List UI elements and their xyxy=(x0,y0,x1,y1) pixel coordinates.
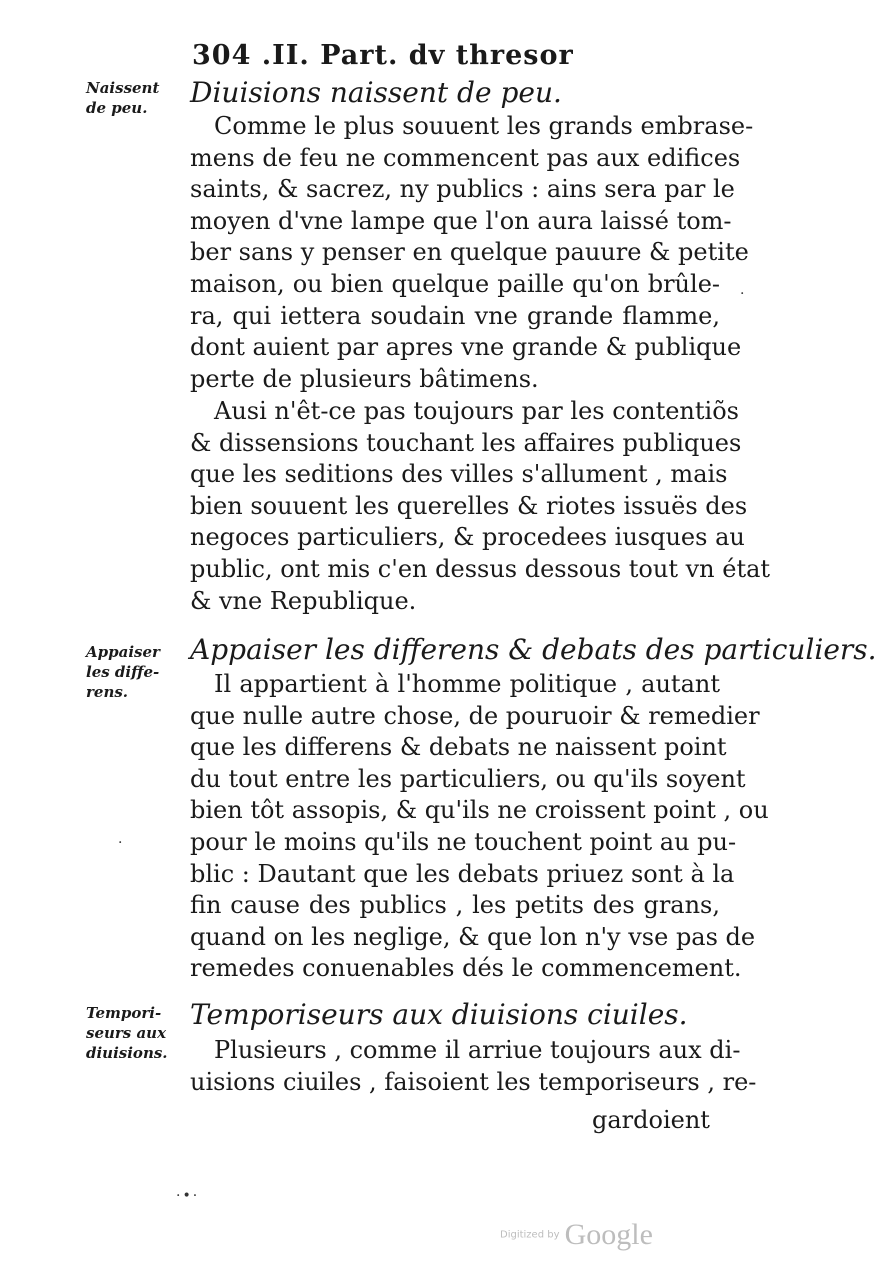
text-line: que les differens & debats ne naissent point xyxy=(190,733,727,762)
paragraph-embrasements xyxy=(190,111,754,395)
text-line: blic : Dautant que les debats priuez sont à la xyxy=(190,859,735,888)
text-line: Ausi n'êt-ce pas toujours par les contentiõs xyxy=(214,397,739,425)
text-line: ra, qui iettera soudain vne grande flamme, xyxy=(190,301,720,330)
margin-note-line: les diffe- xyxy=(86,663,160,681)
section-heading-temporiseurs: Temporiseurs aux diuisions ciuiles. xyxy=(190,998,688,1031)
text-line: public, ont mis c'en dessus dessous tout vn état xyxy=(190,554,771,583)
text-line: fin cause des publics , les petits des grans, xyxy=(190,891,720,920)
margin-note-line: diuisions. xyxy=(86,1044,168,1062)
section-heading-appaiser: Appaiser les differens & debats des particuliers. xyxy=(190,633,877,666)
running-head: 304 .II. Part. dv thresor xyxy=(192,40,574,71)
text-line: moyen d'vne lampe que l'on aura laissé tom- xyxy=(190,206,732,235)
margin-note-line: seurs aux xyxy=(86,1024,167,1042)
text-line: Comme le plus souuent les grands embrase- xyxy=(214,112,754,140)
margin-note-line: rens. xyxy=(86,683,129,701)
text-line: uisions ciuiles , faisoient les temporiseurs , re- xyxy=(190,1067,757,1096)
watermark-prefix: Digitized by xyxy=(500,1229,560,1241)
section-heading-diuisions: Diuisions naissent de peu. xyxy=(190,76,562,109)
text-line: & dissensions touchant les affaires publiques xyxy=(190,428,742,457)
text-line: & vne Republique. xyxy=(190,586,417,615)
ink-speck: · xyxy=(740,286,745,302)
text-line: Il appartient à l'homme politique , autant xyxy=(214,670,720,698)
text-line: dont auient par apres vne grande & publique xyxy=(190,333,742,362)
text-line: bien souuent les querelles & riotes issuës des xyxy=(190,491,748,520)
ink-speck: ·•· xyxy=(176,1188,200,1204)
text-line: negoces particuliers, & procedees iusques au xyxy=(190,523,745,552)
margin-note-line: de peu. xyxy=(86,99,148,117)
text-line: du tout entre les particuliers, ou qu'ils soyent xyxy=(190,764,746,793)
paragraph-seditions xyxy=(190,396,771,617)
text-line: Plusieurs , comme il arriue toujours aux di- xyxy=(214,1036,741,1064)
text-line: pour le moins qu'ils ne touchent point au pu- xyxy=(190,827,737,856)
text-line: remedes conuenables dés le commencement. xyxy=(190,954,742,983)
text-line: ber sans y penser en quelque pauure & petite xyxy=(190,238,749,267)
text-line: maison, ou bien quelque paille qu'on brûle- xyxy=(190,269,720,298)
text-line: que les seditions des villes s'allument , mais xyxy=(190,460,728,489)
paragraph-homme-politique xyxy=(190,669,769,985)
margin-note-appaiser xyxy=(86,642,184,702)
digitized-watermark xyxy=(500,1218,653,1252)
text-line: que nulle autre chose, de pouruoir & remedier xyxy=(190,701,760,730)
text-line: quand on les neglige, & que lon n'y vse pas de xyxy=(190,922,756,951)
margin-note-temporiseurs xyxy=(86,1003,184,1063)
paragraph-plusieurs xyxy=(190,1035,757,1098)
margin-note-line: Tempori- xyxy=(86,1004,162,1022)
margin-note-naissent xyxy=(86,78,184,118)
ink-speck: · xyxy=(118,835,123,851)
text-line: perte de plusieurs bâtimens. xyxy=(190,364,539,393)
text-line: mens de feu ne commencent pas aux edifices xyxy=(190,143,741,172)
margin-note-line: Appaiser xyxy=(86,643,160,661)
google-logo: Google xyxy=(564,1218,653,1251)
text-line: bien tôt assopis, & qu'ils ne croissent point , ou xyxy=(190,796,769,825)
margin-note-line: Naissent xyxy=(86,79,160,97)
text-line: saints, & sacrez, ny publics : ains sera par le xyxy=(190,175,735,204)
catchword: gardoient xyxy=(592,1106,710,1134)
